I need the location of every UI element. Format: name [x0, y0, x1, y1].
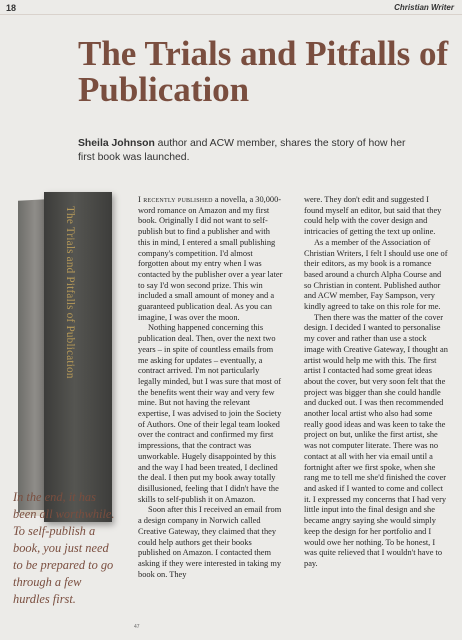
book-spine: [44, 192, 112, 522]
book-spine-title: The Trials and Pitfalls of Publication: [64, 206, 76, 379]
footer-mark: 47: [134, 624, 140, 630]
body-column-1: [138, 195, 283, 580]
pull-quote: In the end, it has been all worthwhile. To self-publish a book, you just need to be prepared to go through a few hurdles first.: [13, 490, 115, 606]
paragraph: As a member of the Association of Christian Writers, I felt I should use one of their editors, as my book is a romance based around a church Alpha Course and so Christian in content. Published author and ACW member, Fay Sampson, very kindly agreed to take on this role for me.: [304, 237, 448, 312]
paragraph: [138, 195, 283, 323]
header-rule: [0, 14, 462, 15]
paragraph: Soon after this I received an email from a design company in Norwich called Creative Gateway, they claimed that they could help authors get their books published on Amazon. I contacted them asking if they were interested in taking my book on. They: [138, 505, 282, 579]
body-column-2: [304, 195, 449, 570]
paragraph: Then there was the matter of the cover design. I decided I wanted to personalise my cover and rather than use a stock image with Creative Gateway, I thought an artist would help me with this. The first artist I contacted had some great ideas about the cover, but very soon felt that the project was bigger than she could handle and ducked out. I was then recommended another local artist who also had some really good ideas and was keen to take the project on but, unlike the first artist, she was not computer literate. There was no contact at all with her via email until a fortnight after we first spoke, when she rang me to tell me she'd finished the cover and asked if I wanted to come and collect it. I expressed my concerns that I had very little input into the final design and she became angry saying she would simply keep the design for her portfolio and I would owe her nothing. To be honest, I was quite relieved that I wouldn't have to pay.: [304, 312, 448, 568]
paragraph: were. They don't edit and suggested I found myself an editor, but said that they could help with the cover design and intricacies of getting the text up online.: [304, 195, 442, 237]
author-name: Sheila Johnson: [78, 138, 155, 149]
standfirst-text: author and ACW member, shares the story of how her first book was launched.: [78, 138, 406, 163]
lead-in: I recently published: [138, 195, 213, 204]
paragraph-text: a novella, a 30,000-word romance on Amazon and my first book. Originally I did not want to self-publish but to find a publisher and with this in mind, I entered a small publishing company's competition. I'd almost forgotten about my entry when I was contacted by the publisher over a year later to say I'd won second prize. This win included a small amount of money and a guaranteed publication deal. As you can imagine, I was over the moon.: [138, 195, 283, 322]
standfirst: [78, 137, 408, 165]
article-title: The Trials and Pitfalls of Publication: [78, 34, 449, 109]
page-number: 18: [6, 3, 17, 13]
magazine-name: Christian Writer: [394, 3, 454, 12]
book-cover-back: [18, 199, 46, 512]
paragraph: Nothing happened concerning this publication deal. Then, over the next two years – in spite of countless emails from me asking for updates – eventually, a contract arrived. I'm not particularly legally minded, but I was sure that most of the benefits went their way and very few mine. But not having the relevant expertise, I was advised to join the Society of Authors. One of their legal team looked over the contract and confirmed my first impressions, that the contract was unworkable. Hugely disappointed by this and the way I had been treated, I declined the deal. I then put my book away totally disillusioned, feeling that I didn't have the skills to self-publish it on Amazon.: [138, 323, 282, 504]
book-image: [18, 192, 112, 522]
